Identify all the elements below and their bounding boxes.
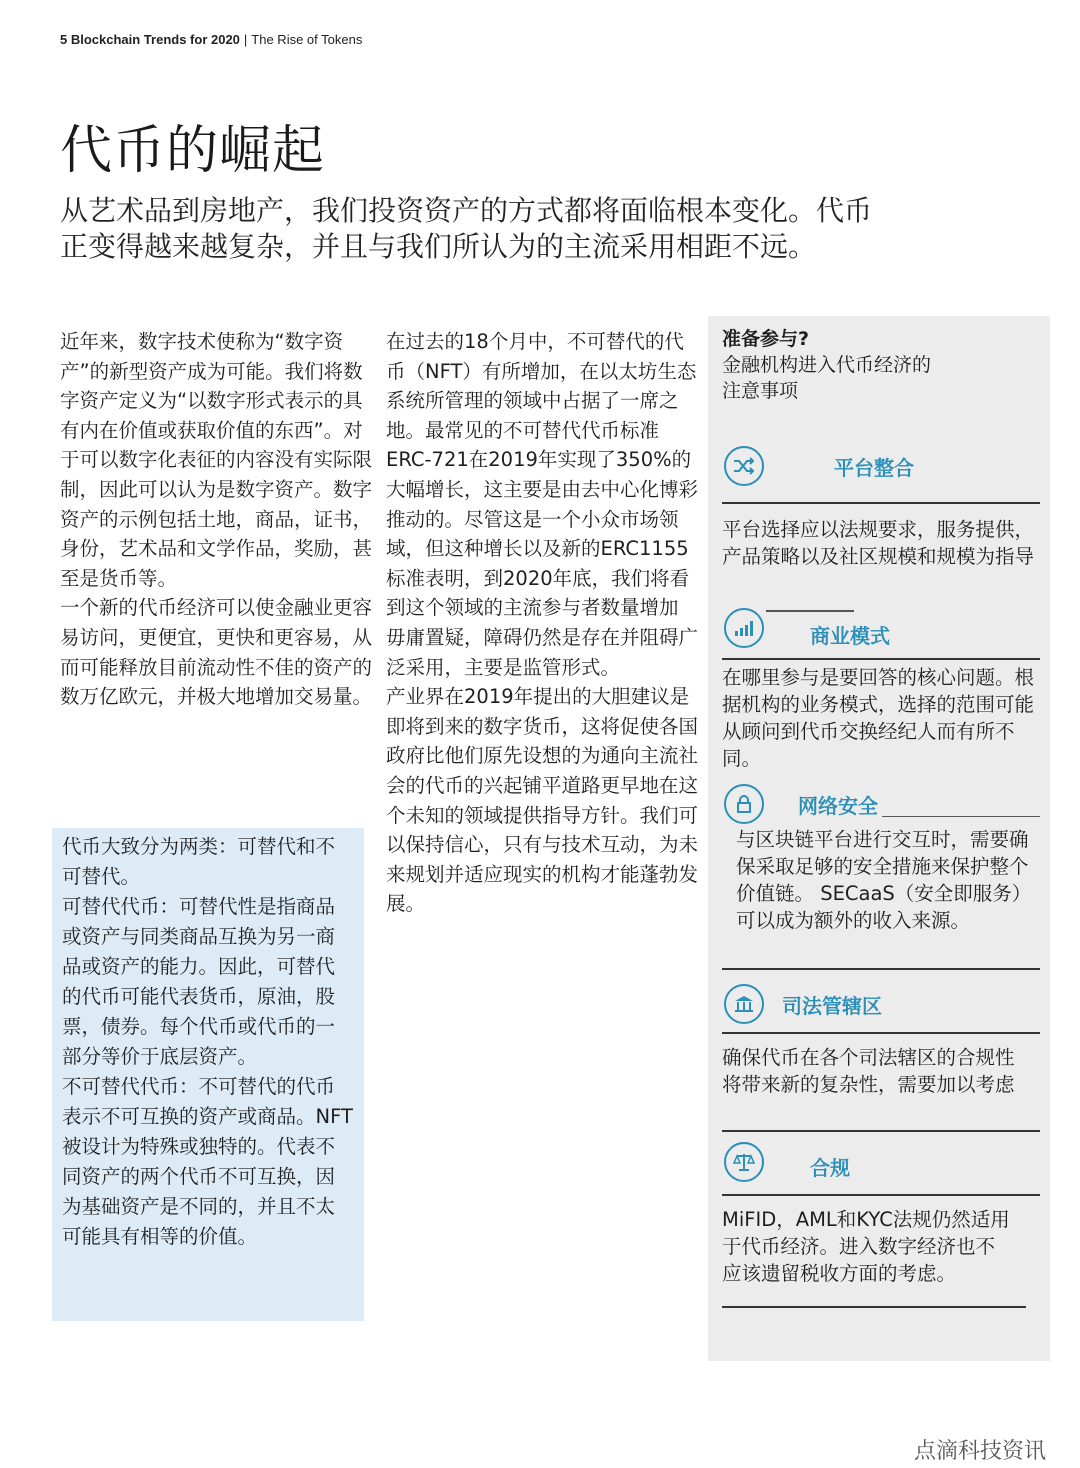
shuffle-icon: [724, 446, 764, 486]
column-middle: [386, 327, 698, 919]
section-title: 合规: [810, 1156, 850, 1180]
paragraph: 一个新的代币经济可以使金融业更容易访问，更便宜，更快和更容易，从而可能释放目前流动性不佳的资产的数万亿欧元，并极大地增加交易量。: [60, 596, 373, 709]
title-underline: [882, 816, 1040, 817]
paragraph: 毋庸置疑，障碍仍然是存在并阻碍广泛采用，主要是监管形式。: [386, 625, 699, 679]
sidebar-section-compliance: [722, 1140, 1040, 1320]
divider: [722, 502, 1040, 504]
subtitle-line: 从艺术品到房地产，我们投资资产的方式都将面临根本变化。代币: [60, 194, 873, 227]
title-underline: [766, 610, 854, 612]
divider: [722, 968, 1040, 970]
section-body: 平台选择应以法规要求，服务提供，产品策略以及社区规模和规模为指导: [722, 518, 1035, 568]
divider: [722, 1306, 1026, 1308]
sidebar-section-security: [722, 782, 1040, 972]
sidebar-subtitle: 金融机构进入代币经济的: [722, 354, 932, 376]
column-left: [60, 327, 372, 712]
divider: [722, 1194, 1040, 1196]
scales-icon: [724, 1142, 764, 1182]
sidebar-section-jurisdiction: [722, 982, 1040, 1142]
page-header: [60, 32, 362, 47]
section-body: 在哪里参与是要回答的核心问题。根据机构的业务模式，选择的范围可能从顾问到代币交换经纪人而有所不同。: [722, 666, 1035, 770]
page-title: 代币的崛起: [60, 121, 326, 181]
paragraph: 在过去的18个月中，不可替代的代币（NFT）有所增加，在以太坊生态系统所管理的领域中占据了一席之地。最常见的不可替代代币标准ERC-721在2019年实现了350%的大幅增长，这主要是由去中心化博彩推动的。尽管这是一个小众市场领域，但这种增长以及新的ERC1155标准表明，到2020年底，我们将看到这个领域的主流参与者数量增加: [386, 330, 699, 620]
sidebar-heading: [722, 326, 931, 404]
section-title: The Rise of Tokens: [251, 32, 363, 47]
section-title: 商业模式: [810, 624, 890, 648]
section-title: 平台整合: [834, 456, 914, 480]
section-body: 与区块链平台进行交互时，需要确保采取足够的安全措施来保护整个价值链。 SECaaS（安全即服务）可以成为额外的收入来源。: [736, 828, 1032, 932]
section-body: MiFID，AML和KYC法规仍然适用于代币经济。进入数字经济也不应该遗留税收方面的考虑。: [722, 1208, 1010, 1285]
sidebar-title: 准备参与?: [722, 328, 810, 350]
paragraph: 近年来，数字技术使称为“数字资产”的新型资产成为可能。我们将数字资产定义为“以数字形式表示的具有内在价值或获取价值的东西”。对于可以数字化表征的内容没有实际限制，因此可以认为是数字资产。数字资产的示例包括土地，商品，证书，身份，艺术品和文学作品，奖励，甚至是货币等。: [60, 330, 373, 590]
divider: [722, 1032, 1040, 1034]
growth-chart-icon: [724, 608, 764, 648]
subtitle-line: 正变得越来越复杂，并且与我们所认为的主流采用相距不远。: [60, 230, 817, 263]
sidebar-section-business: [722, 606, 1040, 776]
section-title: 网络安全: [798, 794, 878, 818]
paragraph: 产业界在2019年提出的大胆建议是即将到来的数字货币，这将促使各国政府比他们原先设想的为通向主流社会的代币的兴起铺平道路更早地在这个未知的领域提供指导方针。我们可以保持信心，只有与技术互动，为未来规划并适应现实的机构才能蓬勃发展。: [386, 685, 699, 916]
watermark-footer: 点滴科技资讯: [913, 1439, 1046, 1464]
paragraph: 代币大致分为两类：可替代和不可替代。: [62, 835, 336, 888]
header-separator: |: [243, 32, 248, 47]
sidebar-section-platform: [722, 444, 1040, 604]
token-types-box: [52, 828, 364, 1321]
paragraph: 可替代代币：可替代性是指商品或资产与同类商品互换为另一商品或资产的能力。因此，可替代的代币可能代表货币，原油，股票，债券。每个代币或代币的一部分等价于底层资产。: [62, 895, 336, 1068]
report-title: 5 Blockchain Trends for 2020: [60, 32, 240, 47]
sidebar-box: [708, 316, 1050, 1361]
divider: [722, 1130, 1040, 1132]
divider: [722, 658, 1040, 660]
section-body: 确保代币在各个司法辖区的合规性将带来新的复杂性，需要加以考虑: [722, 1046, 1015, 1096]
paragraph: 不可替代代币：不可替代的代币表示不可互换的资产或商品。NFT被设计为特殊或独特的。代表不同资产的两个代币不可互换，因为基础资产是不同的，并且不太可能具有相等的价值。: [62, 1075, 353, 1248]
page-subtitle: [60, 193, 940, 265]
section-title: 司法管辖区: [782, 994, 882, 1018]
courthouse-icon: [724, 984, 764, 1024]
lock-icon: [724, 784, 764, 824]
sidebar-subtitle: 注意事项: [722, 380, 799, 402]
